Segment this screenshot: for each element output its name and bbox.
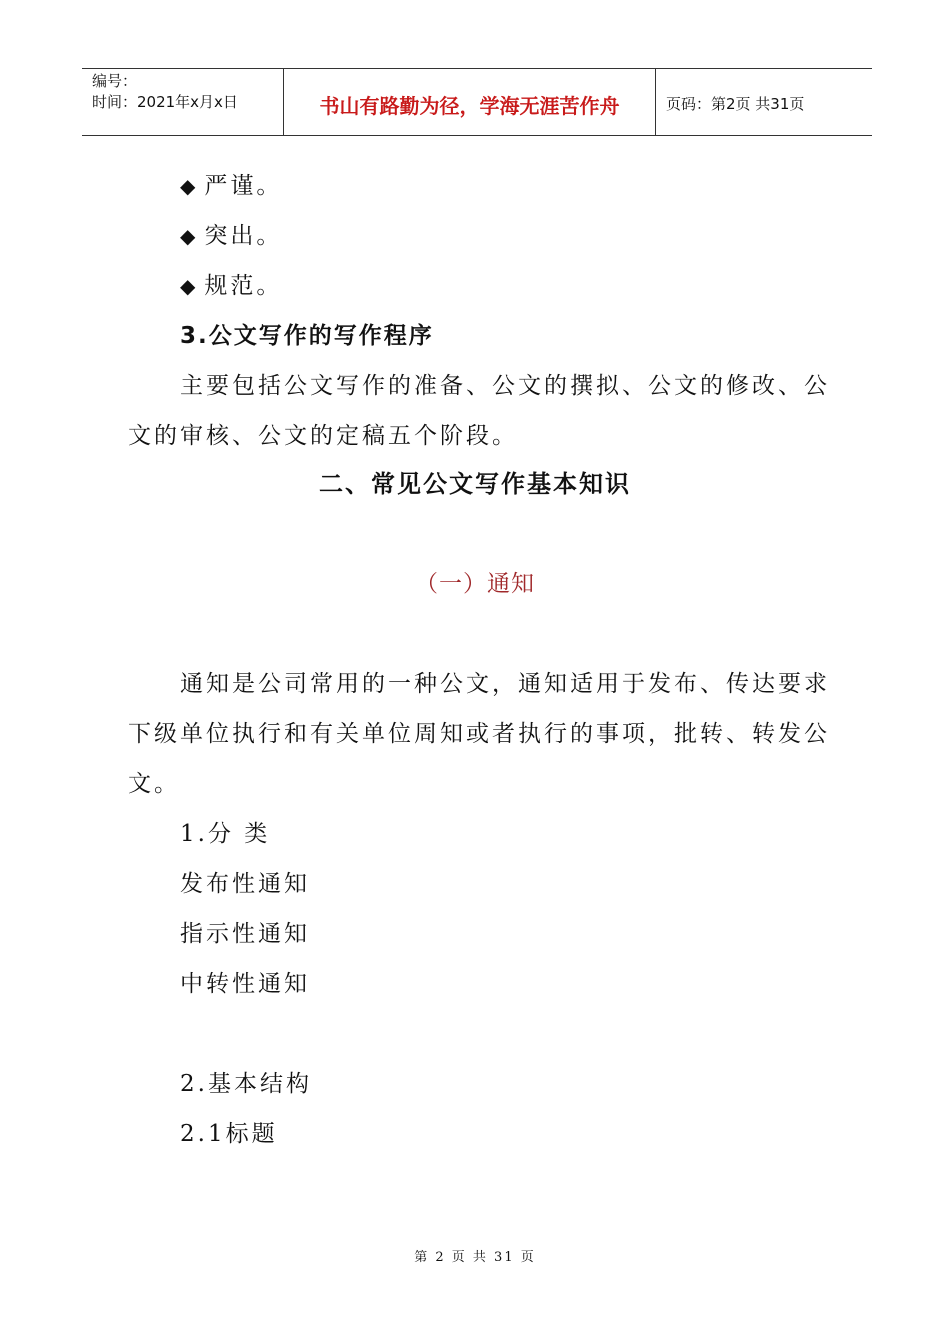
- diamond-bullet-icon: ◆: [180, 174, 199, 198]
- paragraph-line: 文的审核、公文的定稿五个阶段。: [128, 423, 518, 449]
- paragraph-line: 文。: [128, 771, 180, 797]
- header-number: 编号：: [92, 72, 138, 90]
- header-motto: 书山有路勤为径，学海无涯苦作舟: [284, 69, 656, 135]
- page-header: [82, 68, 872, 136]
- header-time: 时间：2021年x月x日: [92, 93, 238, 111]
- bullet-item: [180, 272, 282, 300]
- paragraph-line: 主要包括公文写作的准备、公文的撰拟、公文的修改、公: [180, 373, 830, 399]
- heading-writing-procedure: 3.公文写作的写作程序: [180, 323, 434, 349]
- paragraph-line: 通知是公司常用的一种公文，通知适用于发布、传达要求: [180, 671, 830, 697]
- list-item: 发布性通知: [180, 871, 310, 897]
- section-title: 二、常见公文写作基本知识: [319, 470, 631, 498]
- diamond-bullet-icon: ◆: [180, 224, 199, 248]
- bullet-item: [180, 172, 282, 200]
- header-page-number: 页码：第2页 共31页: [666, 94, 805, 113]
- paragraph-line: 下级单位执行和有关单位周知或者执行的事项，批转、转发公: [128, 721, 830, 747]
- list-heading-structure: 2.基本结构: [180, 1071, 312, 1097]
- list-item: 中转性通知: [180, 971, 310, 997]
- list-heading-classification: 1.分 类: [180, 821, 271, 847]
- page-footer: 第 2 页 共 31 页: [414, 1250, 536, 1265]
- diamond-bullet-icon: ◆: [180, 274, 199, 298]
- header-meta: [82, 69, 284, 135]
- subsection-title: （一）通知: [415, 571, 535, 597]
- list-item: 2.1标题: [180, 1121, 278, 1147]
- bullet-text: 规范。: [204, 273, 283, 299]
- bullet-text: 突出。: [204, 223, 283, 249]
- list-item: 指示性通知: [180, 921, 310, 947]
- bullet-item: [180, 222, 282, 250]
- bullet-text: 严谨。: [204, 173, 283, 199]
